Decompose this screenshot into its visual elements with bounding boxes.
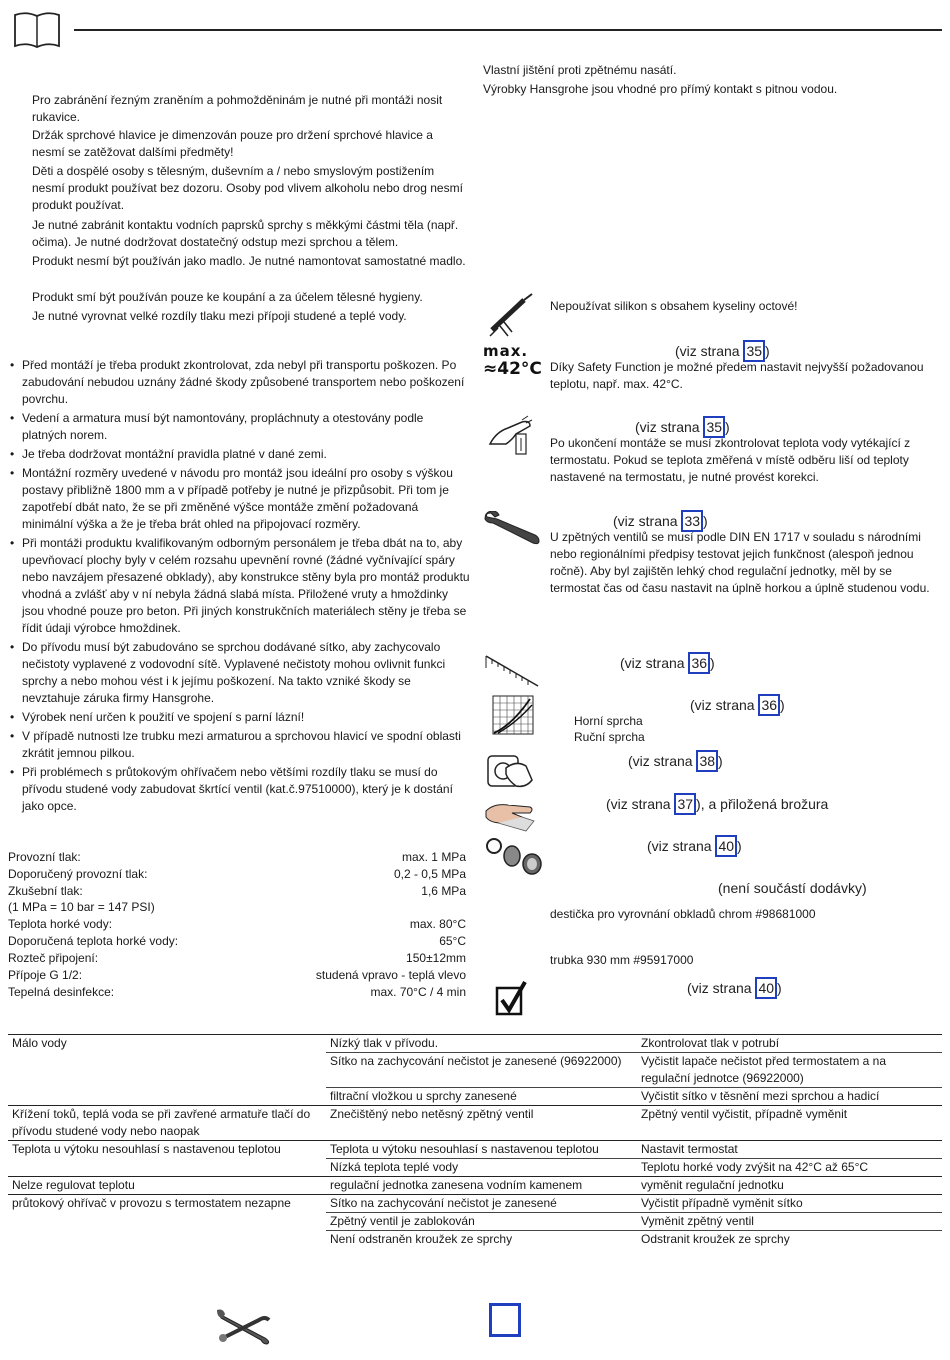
remedy-cell: Vyčistit lapače nečistot před termostatem a na regulační jednotce (96922000) — [637, 1053, 942, 1088]
remedy-cell: Vyčistit sítko v těsnění mezi sprchou a hadicí — [637, 1088, 942, 1106]
problem-cell: Málo vody — [8, 1035, 326, 1106]
page-link[interactable]: 36 — [688, 652, 710, 674]
page-reference: (viz strana 35 ) — [635, 416, 730, 438]
intro-line: Vlastní jištění proti zpětnému nasátí. — [483, 63, 677, 77]
page-link[interactable]: 40 — [715, 835, 737, 857]
page-link[interactable]: 33 — [681, 510, 703, 532]
spec-value: studená vpravo - teplá vlevo — [315, 968, 466, 982]
installation-notes-list — [10, 357, 470, 817]
spec-row — [8, 899, 466, 916]
check-valves-text: U zpětných ventilů se musí podle DIN EN 1717 v souladu s národními nebo regionálními předpisy testovat jejich funkčnost (alespoň jednou ročně). Aby byl zajištěn lehký chod regulační jednotky, měl by se termostat čas od času nastavit na úplně horkou a úplně studenou vodu. — [550, 530, 930, 595]
thermometer-hand-icon — [486, 414, 536, 458]
list-item: • Je třeba dodržovat montážní pravidla platné v dané zemi. — [10, 446, 470, 463]
safety-paragraph: Produkt nesmí být používán jako madlo. Je nutné namontovat samostatné madlo. — [32, 254, 466, 268]
cause-cell: filtrační vložkou u sprchy zanesené — [326, 1088, 637, 1106]
header-rule — [74, 29, 942, 31]
spec-row — [8, 984, 466, 1001]
problem-cell: průtokový ohřívač v provozu s termostatem nezapne — [8, 1195, 326, 1249]
checkmark-icon — [495, 980, 529, 1018]
table-row — [8, 1035, 942, 1053]
safety-function-text: Díky Safety Function je možné předem nastavit nejvyšší požadovanou teplotu, např. max. 42°C. — [550, 360, 924, 391]
diagram-item: Horní sprcha — [574, 714, 643, 728]
spec-row — [8, 967, 466, 984]
list-item: • Při problémech s průtokovým ohřívačem nebo většími rozdíly tlaku se musí do přívodu studené vody zabudovat škrtící ventil (kat.č.97510000), který je k dostání jako opce. — [10, 764, 470, 815]
list-item: • V případě nutnosti lze trubku mezi armaturou a sprchovou hlavicí ve spodní oblasti zkrátit jemnou pilkou. — [10, 728, 470, 762]
spec-label: Teplota horké vody: — [8, 917, 113, 931]
silicone-gun-icon — [486, 292, 538, 340]
cause-cell: Není odstraněn kroužek ze sprchy — [326, 1231, 637, 1249]
spec-row — [8, 916, 466, 933]
page-link[interactable]: 38 — [696, 750, 718, 772]
cause-cell: Znečištěný nebo netěsný zpětný ventil — [326, 1106, 637, 1141]
page-link[interactable]: 36 — [758, 694, 780, 716]
cause-cell: Teplota u výtoku nesouhlasí s nastavenou teplotou — [326, 1141, 637, 1159]
remedy-cell: vyměnit regulační jednotku — [637, 1177, 942, 1195]
spec-value: 0,2 - 0,5 MPa — [393, 867, 466, 881]
page-link[interactable]: 35 — [743, 340, 765, 362]
spec-value: max. 70°C / 4 min — [370, 985, 466, 999]
cleaning-hand-icon — [482, 795, 538, 835]
page-reference: (viz strana 36 ) — [690, 694, 785, 716]
page-reference: (viz strana 40 ) — [687, 977, 782, 999]
spec-row — [8, 866, 466, 883]
not-included-note: (není součástí dodávky) — [718, 880, 867, 896]
spec-label: Provozní tlak: — [8, 850, 81, 864]
page-reference: (viz strana 40 ) — [647, 835, 742, 857]
cause-cell: Nízký tlak v přívodu. — [326, 1035, 637, 1053]
table-row — [8, 1141, 942, 1159]
troubleshooting-table — [8, 1034, 942, 1248]
list-item: • Montážní rozměry uvedené v návodu pro montáž jsou ideální pro osoby s výškou postavy přibližně 1800 mm a v případě potřeby je nutné je přizpůsobit. Při tom je zapotřebí dbát nato, že se při změněné výšce montáže změní požadovaná minimální výška a že je třeba brát ohled na připojovací rozměry. — [10, 465, 470, 533]
cause-cell: regulační jednotka zanesena vodním kamenem — [326, 1177, 637, 1195]
safety-paragraph: Produkt smí být používán pouze ke koupání a za účelem tělesné hygieny. — [32, 290, 423, 304]
spec-row — [8, 849, 466, 866]
spec-label: Tepelná desinfekce: — [8, 985, 115, 999]
spec-label: Přípoje G 1/2: — [8, 968, 83, 982]
page-reference: (viz strana 35 ) — [675, 340, 770, 362]
safety-paragraph: Držák sprchové hlavice je dimenzován pouze pro držení sprchové hlavice a nesmí se zatěžovat dalšími předměty! — [32, 128, 433, 159]
problem-cell: Křížení toků, teplá voda se při zavřené armatuře tlačí do přívodu studené vody nebo naopak — [8, 1106, 326, 1141]
page-reference: (viz strana 37 ), a přiložená brožura — [606, 793, 828, 815]
intro-line: Výrobky Hansgrohe jsou vhodné pro přímý kontakt s pitnou vodou. — [483, 82, 838, 96]
page-reference: (viz strana 33 ) — [613, 510, 708, 532]
page-reference: (viz strana 38 ) — [628, 750, 723, 772]
page-link[interactable]: 37 — [674, 793, 696, 815]
remedy-cell: Zkontrolovat tlak v potrubí — [637, 1035, 942, 1053]
flow-diagram-icon — [492, 695, 534, 735]
table-row — [8, 1177, 942, 1195]
blank-page-box — [489, 1303, 521, 1337]
safety-paragraph: Pro zabránění řezným zraněním a pohmožděninám je nutné při montáži nosit rukavice. — [32, 93, 443, 124]
cause-cell: Sítko na zachycování nečistot je zanesené (96922000) — [326, 1053, 637, 1088]
manual-book-icon — [12, 10, 62, 50]
max-temperature-icon — [483, 343, 542, 379]
list-item: • Před montáží je třeba produkt zkontrolovat, zda nebyl při transportu poškozen. Po zabudování nebudou uznány žádné škody způsobené transportem nebo poškození povrchu. — [10, 357, 470, 408]
table-row — [8, 1195, 942, 1213]
spec-row — [8, 950, 466, 967]
safety-paragraph: Je nutné zabránit kontaktu vodních paprsků sprchy s měkkými částmi těla (např. očima). Je nutné dodržovat dostatečný odstup mezi sprchou a tělem. — [32, 218, 459, 249]
hand-knob-icon — [486, 750, 534, 792]
list-item: • Vedení a armatura musí být namontovány, propláchnuty a otestovány podle platných norem. — [10, 410, 470, 444]
max-label: max. — [483, 342, 529, 360]
remedy-cell: Teplotu horké vody zvýšit na 42°C až 65°C — [637, 1159, 942, 1177]
diagram-item: Ruční sprcha — [574, 730, 645, 744]
remedy-cell: Nastavit termostat — [637, 1141, 942, 1159]
page-link[interactable]: 35 — [703, 416, 725, 438]
spec-label: Zkušební tlak: — [8, 884, 83, 898]
spec-value: max. 80°C — [409, 917, 466, 931]
remedy-cell: Zpětný ventil vyčistit, případně vyměnit — [637, 1106, 942, 1141]
spec-label: Doporučená teplota horké vody: — [8, 934, 179, 948]
cause-cell: Sítko na zachycování nečistot je zanesené — [326, 1195, 637, 1213]
spec-label: Doporučený provozní tlak: — [8, 867, 148, 881]
safety-paragraph: Je nutné vyrovnat velké rozdíly tlaku mezi přípoji studené a teplé vody. — [32, 309, 407, 323]
spec-value: 65°C — [439, 934, 466, 948]
temperature-check-text: Po ukončení montáže se musí zkontrolovat teplota vody vytékající z termostatu. Pokud se teplota změřená v místě odběru liší od teploty nastavené na termostatu, je nutné provést korekci. — [550, 436, 911, 484]
tools-icon — [215, 1308, 273, 1346]
remedy-cell: Vyčistit případně vyměnit sítko — [637, 1195, 942, 1213]
page-reference: (viz strana 36 ) — [620, 652, 715, 674]
table-row — [8, 1106, 942, 1141]
spec-value: 1,6 MPa — [421, 884, 466, 898]
accessory-item: trubka 930 mm #95917000 — [550, 953, 694, 967]
spec-row — [8, 883, 466, 900]
cause-cell: Nízká teplota teplé vody — [326, 1159, 637, 1177]
safety-paragraph: Děti a dospělé osoby s tělesným, duševním a / nebo smyslovým postižením nesmí produkt používat bez dozoru. Osoby pod vlivem alkoholu nebo drog nesmí produkt používat. — [32, 164, 463, 212]
spec-row — [8, 933, 466, 950]
spec-label: Rozteč připojení: — [8, 951, 99, 965]
problem-cell: Nelze regulovat teplotu — [8, 1177, 326, 1195]
cause-cell: Zpětný ventil je zablokován — [326, 1213, 637, 1231]
spec-value: 150±12mm — [406, 951, 466, 965]
spec-value: max. 1 MPa — [401, 850, 466, 864]
list-item: • Výrobek není určen k použití ve spojení s parní lázní! — [10, 709, 470, 726]
remedy-cell: Odstranit kroužek ze sprchy — [637, 1231, 942, 1249]
spare-parts-icon — [484, 836, 544, 876]
silicone-note: Nepoužívat silikon s obsahem kyseliny octové! — [550, 299, 798, 313]
list-item: • Při montáži produktu kvalifikovaným odborným personálem je třeba dbát na to, aby upevňovací plochy byly v celém rozsahu upevnění rovné (žádné vyčnívající spáry nebo navzájem přesazené obklady), aby konstrukce stěny byla pro montáž produktu vhodná a zvlášť aby v ní nebyla žádná slabá místa. Přiložené vruty a hmoždinky jsou vhodné pouze pro beton. Při jiných konstrukčních materiálech stěny je třeba se řídit údaji výrobce hmoždinek. — [10, 535, 470, 637]
wrench-icon — [483, 511, 543, 547]
list-item: • Do přívodu musí být zabudováno se sprchou dodávané sítko, aby zachycovalo nečistoty vyplavené z vodovodní sítě. Vyplavené nečistoty mohou ovlivnit funkci sprchy a nebo mohou vést i k jejímu poškození. Na takto vzniké škody se nevztahuje záruka firmy Hansgrohe. — [10, 639, 470, 707]
remedy-cell: Vyměnit zpětný ventil — [637, 1213, 942, 1231]
temp-label: ≈42°C — [483, 359, 542, 379]
measurement-icon — [484, 654, 540, 688]
problem-cell: Teplota u výtoku nesouhlasí s nastavenou teplotou — [8, 1141, 326, 1177]
accessory-item: destička pro vyrovnání obkladů chrom #98681000 — [550, 907, 816, 921]
spec-label: (1 MPa = 10 bar = 147 PSI) — [8, 900, 155, 914]
page-link[interactable]: 40 — [755, 977, 777, 999]
